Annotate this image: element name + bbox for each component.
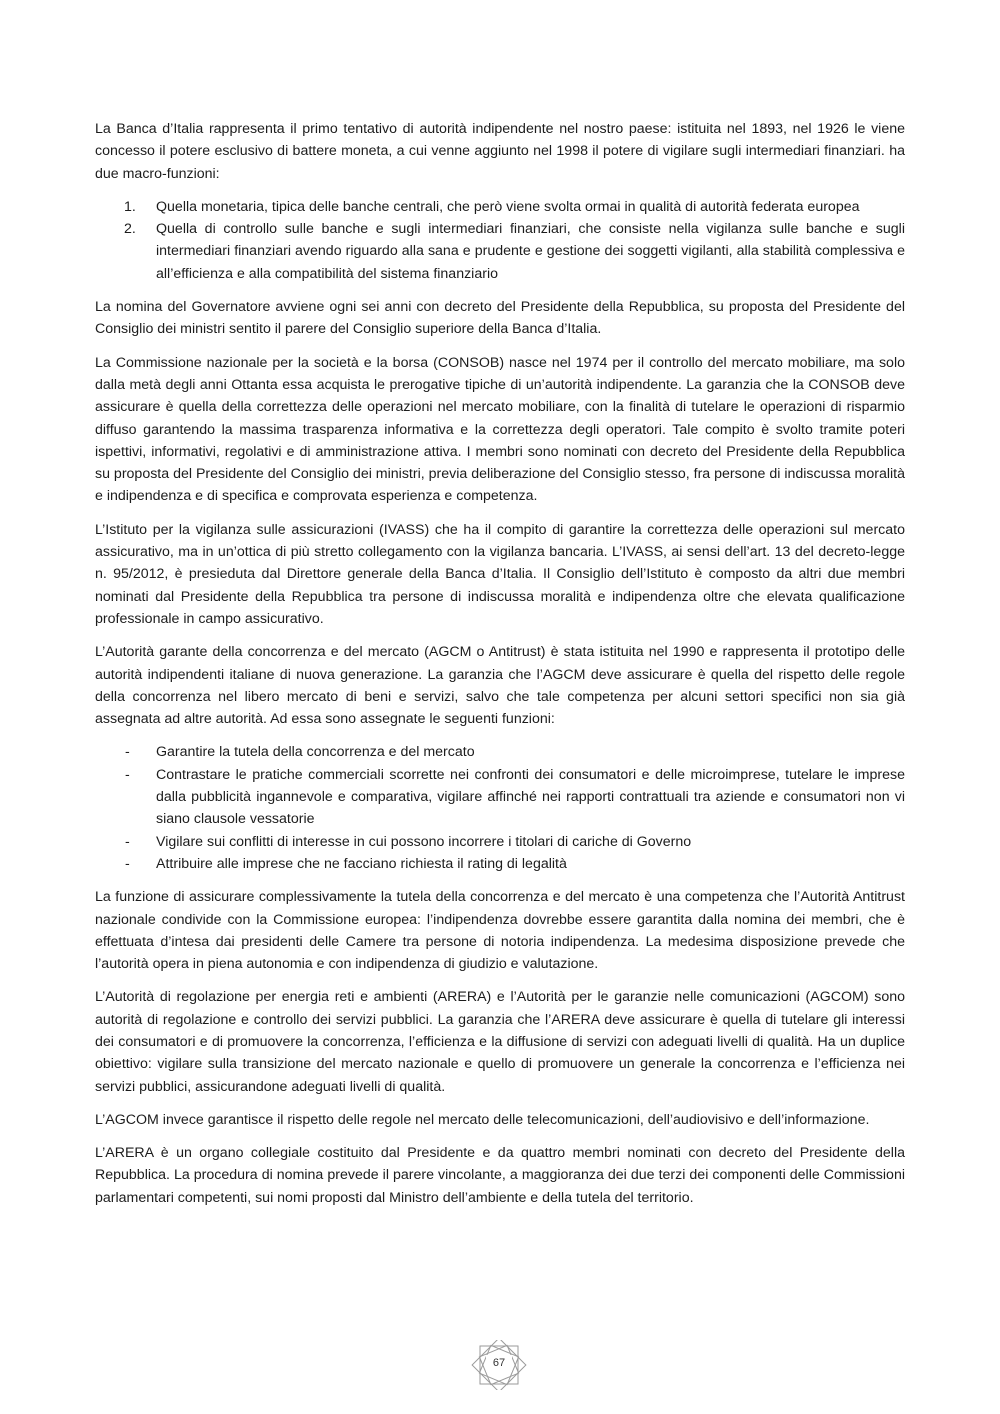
list-marker: -	[125, 855, 130, 872]
paragraph-governatore: La nomina del Governatore avviene ogni sei anni con decreto del Presidente della Repubblica, su proposta del Presidente del Consiglio dei ministri sentito il parere del Consiglio superiore della Banca d’Italia.	[95, 299, 905, 338]
list-item	[95, 764, 905, 831]
list-item	[95, 218, 905, 285]
list-item-text: Garantire la tutela della concorrenza e del mercato	[156, 744, 475, 761]
paragraph-consob: La Commissione nazionale per la società e la borsa (CONSOB) nasce nel 1974 per il controllo del mercato mobiliare, ma solo dalla metà degli anni Ottanta essa acquista le prerogative tipiche di un’autorità indipendente. La garanzia che la CONSOB deve assicurare è quella della correttezza delle operazioni nel mercato mobiliare, con la finalità di tutelare le operazioni di risparmio diffuso garantendo la massima trasparenza informativa e la correttezza degli operatori. Tale compito è svolto tramite poteri ispettivi, informativi, regolativi e di amministrazione attiva. I membri sono nominati con decreto del Presidente della Repubblica su proposta del Presidente del Consiglio dei ministri, previa deliberazione del Consiglio stesso, fra persone di indiscussa moralità e indipendenza e di specifica e comprovata esperienza e competenza.	[95, 354, 905, 505]
list-marker: -	[125, 833, 130, 850]
paragraph-banca-italia: La Banca d’Italia rappresenta il primo tentativo di autorità indipendente nel nostro paese: istituita nel 1893, nel 1926 le viene concesso il potere esclusivo di battere moneta, a cui venne aggiunto nel 1998 il potere di vigilare sugli intermediari finanziari. ha due macro-funzioni:	[95, 121, 905, 182]
numbered-list-functions	[95, 196, 905, 285]
list-marker: 1.	[124, 198, 136, 215]
page-number: 67	[486, 1355, 512, 1372]
list-item-text: Contrastare le pratiche commerciali scorrette nei confronti dei consumatori e delle microimprese, tutelare le imprese dalla pubblicità ingannevole e comparativa, vigilare affinché nei rapporti contrattuali tra aziende e consumatori non vi siano clausole vessatorie	[156, 766, 905, 828]
list-item	[95, 831, 905, 853]
paragraph-agcom: L’AGCOM invece garantisce il rispetto delle regole nel mercato delle telecomunicazioni, dell’audiovisivo e dell’informazione.	[95, 1111, 870, 1128]
list-item-text: Quella monetaria, tipica delle banche centrali, che però viene svolta ormai in qualità di autorità federata europea	[156, 198, 860, 215]
list-item	[95, 853, 905, 875]
body-text	[95, 118, 905, 1220]
bullet-list-agcm-functions	[95, 741, 905, 875]
page-footer	[470, 1340, 528, 1390]
list-marker: -	[125, 744, 130, 761]
paragraph-ivass: L’Istituto per la vigilanza sulle assicurazioni (IVASS) che ha il compito di garantire la correttezza delle operazioni sul mercato assicurativo, ma in un’ottica di più stretto collegamento con la vigilanza bancaria. L’IVASS, ai sensi dell’art. 13 del decreto-legge n. 95/2012, è presieduta dal Direttore generale della Banca d’Italia. Il Consiglio dell’Istituto è composto da altri due membri nominati dal Presidente della Repubblica tra persone di indiscussa moralità e indipendenza oltre che elevata qualificazione professionale in campo assicurativo.	[95, 521, 905, 627]
list-item-text: Attribuire alle imprese che ne facciano richiesta il rating di legalità	[156, 855, 567, 872]
list-item-text: Vigilare sui conflitti di interesse in cui possono incorrere i titolari di cariche di Governo	[156, 833, 692, 850]
list-item-text: Quella di controllo sulle banche e sugli intermediari finanziari, che consiste nella vigilanza sulle banche e sugli intermediari finanziari avendo riguardo alla sana e prudente e gestione dei soggetti vigilanti, alla stabilità complessiva e all’efficienza e alla compatibilità del sistema finanziario	[156, 221, 905, 282]
paragraph-arera-agcom: L’Autorità di regolazione per energia reti e ambienti (ARERA) e l’Autorità per le garanzie nelle comunicazioni (AGCOM) sono autorità di regolazione e controllo dei servizi pubblici. La garanzia che l’ARERA deve assicurare è quella di tutelare gli interessi dei consumatori e di promuovere la concorrenza, l’efficienza e la diffusione di servizi con adeguati livelli di qualità. Ha un duplice obiettivo: vigilare sulla transizione del mercato nazionale e quello di promuovere un generale la concorrenza e l’efficienza nei servizi pubblici, assicurandone adeguati livelli di qualità.	[95, 989, 905, 1095]
list-marker: 2.	[124, 221, 136, 238]
paragraph-arera-nomina: L’ARERA è un organo collegiale costituito dal Presidente e da quattro membri nominati con decreto del Presidente della Repubblica. La procedura di nomina prevede il parere vincolante, a maggioranza dei due terzi dei componenti delle Commissioni parlamentari competenti, sui nomi proposti dal Ministro dell’ambiente e della tutela del territorio.	[95, 1145, 905, 1206]
list-item	[95, 741, 905, 763]
paragraph-agcm: L’Autorità garante della concorrenza e del mercato (AGCM o Antitrust) è stata istituita nel 1990 e rappresenta il prototipo delle autorità indipendenti italiane di nuova generazione. La garanzia che l’AGCM deve assicurare è quella del rispetto delle regole della concorrenza nel libero mercato di beni e servizi, salvo che tale competenza per alcuni settori specifici non sia già assegnata ad altre autorità. Ad essa sono assegnate le seguenti funzioni:	[95, 644, 905, 728]
list-item	[95, 196, 905, 218]
paragraph-antitrust-ue: La funzione di assicurare complessivamente la tutela della concorrenza e del mercato è una competenza che l’Autorità Antitrust nazionale condivide con la Commissione europea: l’indipendenza dovrebbe essere garantita dalla nomina dei membri, che è effettuata d’intesa dai presidenti delle Camere tra persone di notoria indipendenza. La medesima disposizione prevede che l’autorità opera in piena autonomia e con indipendenza di giudizio e valutazione.	[95, 889, 905, 973]
list-marker: -	[125, 766, 130, 783]
